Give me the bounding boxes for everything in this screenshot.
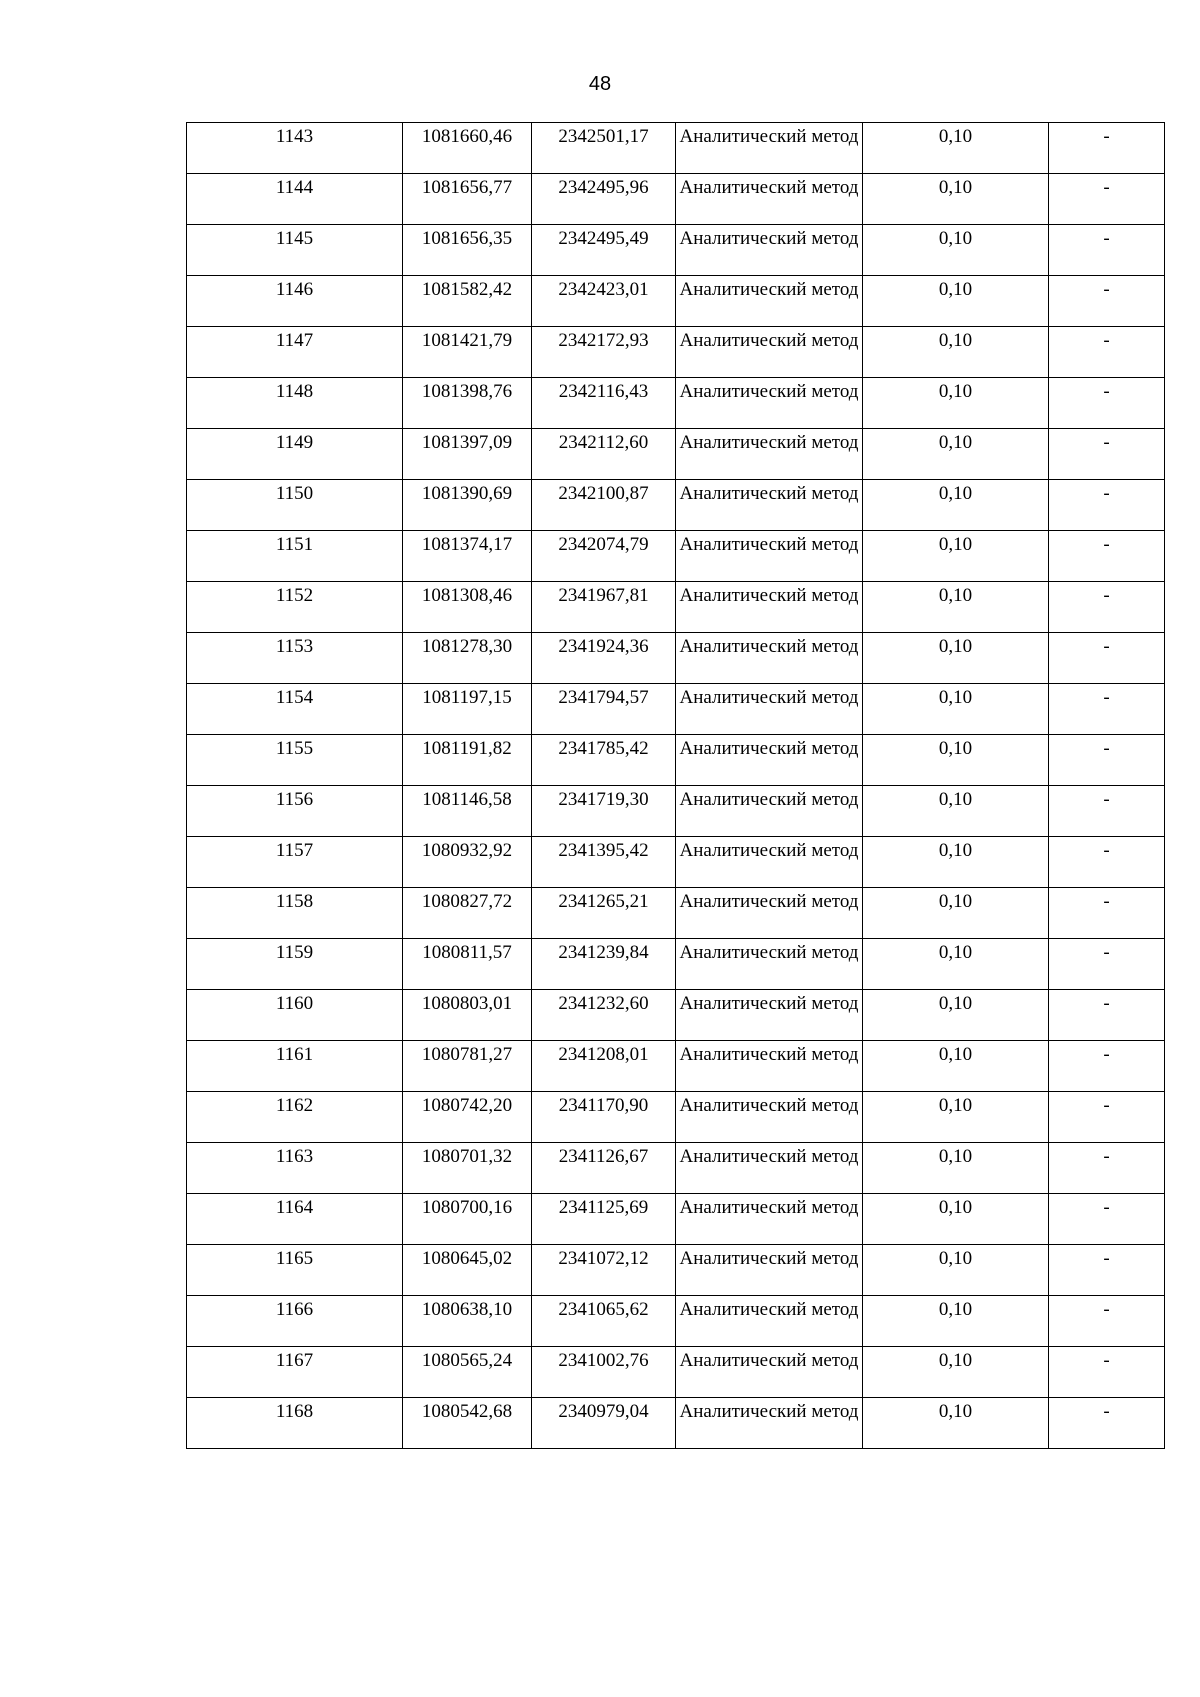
table-row	[187, 684, 1165, 735]
y-coordinate-cell: 2342423,01	[532, 276, 676, 327]
y-coordinate-cell: 2342116,43	[532, 378, 676, 429]
note-cell: -	[1049, 1092, 1165, 1143]
note-cell: -	[1049, 888, 1165, 939]
y-coordinate-cell: 2341002,76	[532, 1347, 676, 1398]
x-coordinate-cell: 1080811,57	[403, 939, 532, 990]
x-coordinate-cell: 1080645,02	[403, 1245, 532, 1296]
point-number-cell: 1160	[187, 990, 403, 1041]
point-number-cell: 1161	[187, 1041, 403, 1092]
note-cell: -	[1049, 837, 1165, 888]
point-number-cell: 1151	[187, 531, 403, 582]
note-cell: -	[1049, 1041, 1165, 1092]
y-coordinate-cell: 2342501,17	[532, 123, 676, 174]
table-row	[187, 429, 1165, 480]
accuracy-cell: 0,10	[863, 1092, 1049, 1143]
y-coordinate-cell: 2341170,90	[532, 1092, 676, 1143]
method-cell: Аналитический метод	[676, 429, 863, 480]
accuracy-cell: 0,10	[863, 378, 1049, 429]
coordinates-table	[186, 122, 1165, 1449]
method-cell: Аналитический метод	[676, 633, 863, 684]
point-number-cell: 1145	[187, 225, 403, 276]
point-number-cell: 1166	[187, 1296, 403, 1347]
y-coordinate-cell: 2341232,60	[532, 990, 676, 1041]
method-cell: Аналитический метод	[676, 1143, 863, 1194]
x-coordinate-cell: 1081582,42	[403, 276, 532, 327]
accuracy-cell: 0,10	[863, 174, 1049, 225]
point-number-cell: 1150	[187, 480, 403, 531]
x-coordinate-cell: 1081398,76	[403, 378, 532, 429]
point-number-cell: 1147	[187, 327, 403, 378]
x-coordinate-cell: 1080781,27	[403, 1041, 532, 1092]
method-cell: Аналитический метод	[676, 276, 863, 327]
accuracy-cell: 0,10	[863, 1347, 1049, 1398]
method-cell: Аналитический метод	[676, 1041, 863, 1092]
table-row	[187, 531, 1165, 582]
accuracy-cell: 0,10	[863, 123, 1049, 174]
y-coordinate-cell: 2341265,21	[532, 888, 676, 939]
method-cell: Аналитический метод	[676, 531, 863, 582]
accuracy-cell: 0,10	[863, 327, 1049, 378]
note-cell: -	[1049, 225, 1165, 276]
accuracy-cell: 0,10	[863, 735, 1049, 786]
x-coordinate-cell: 1081397,09	[403, 429, 532, 480]
accuracy-cell: 0,10	[863, 1143, 1049, 1194]
note-cell: -	[1049, 1398, 1165, 1449]
x-coordinate-cell: 1081191,82	[403, 735, 532, 786]
accuracy-cell: 0,10	[863, 531, 1049, 582]
table-row	[187, 582, 1165, 633]
table-row	[187, 990, 1165, 1041]
table-row	[187, 225, 1165, 276]
note-cell: -	[1049, 123, 1165, 174]
table-row	[187, 480, 1165, 531]
point-number-cell: 1152	[187, 582, 403, 633]
accuracy-cell: 0,10	[863, 1041, 1049, 1092]
method-cell: Аналитический метод	[676, 684, 863, 735]
note-cell: -	[1049, 684, 1165, 735]
method-cell: Аналитический метод	[676, 735, 863, 786]
note-cell: -	[1049, 327, 1165, 378]
table-row	[187, 1194, 1165, 1245]
table-row	[187, 1143, 1165, 1194]
accuracy-cell: 0,10	[863, 276, 1049, 327]
x-coordinate-cell: 1080701,32	[403, 1143, 532, 1194]
point-number-cell: 1143	[187, 123, 403, 174]
note-cell: -	[1049, 174, 1165, 225]
method-cell: Аналитический метод	[676, 378, 863, 429]
method-cell: Аналитический метод	[676, 327, 863, 378]
x-coordinate-cell: 1081146,58	[403, 786, 532, 837]
x-coordinate-cell: 1081656,77	[403, 174, 532, 225]
y-coordinate-cell: 2342074,79	[532, 531, 676, 582]
table-row	[187, 1245, 1165, 1296]
x-coordinate-cell: 1081308,46	[403, 582, 532, 633]
y-coordinate-cell: 2342495,96	[532, 174, 676, 225]
y-coordinate-cell: 2341794,57	[532, 684, 676, 735]
note-cell: -	[1049, 429, 1165, 480]
x-coordinate-cell: 1081421,79	[403, 327, 532, 378]
y-coordinate-cell: 2342172,93	[532, 327, 676, 378]
accuracy-cell: 0,10	[863, 888, 1049, 939]
note-cell: -	[1049, 633, 1165, 684]
accuracy-cell: 0,10	[863, 786, 1049, 837]
point-number-cell: 1154	[187, 684, 403, 735]
method-cell: Аналитический метод	[676, 1245, 863, 1296]
accuracy-cell: 0,10	[863, 939, 1049, 990]
table-row	[187, 1347, 1165, 1398]
point-number-cell: 1168	[187, 1398, 403, 1449]
method-cell: Аналитический метод	[676, 1092, 863, 1143]
method-cell: Аналитический метод	[676, 225, 863, 276]
x-coordinate-cell: 1080700,16	[403, 1194, 532, 1245]
method-cell: Аналитический метод	[676, 1347, 863, 1398]
point-number-cell: 1146	[187, 276, 403, 327]
accuracy-cell: 0,10	[863, 429, 1049, 480]
note-cell: -	[1049, 1347, 1165, 1398]
note-cell: -	[1049, 1296, 1165, 1347]
x-coordinate-cell: 1081656,35	[403, 225, 532, 276]
note-cell: -	[1049, 1194, 1165, 1245]
accuracy-cell: 0,10	[863, 1398, 1049, 1449]
point-number-cell: 1164	[187, 1194, 403, 1245]
method-cell: Аналитический метод	[676, 123, 863, 174]
table-row	[187, 1041, 1165, 1092]
note-cell: -	[1049, 939, 1165, 990]
method-cell: Аналитический метод	[676, 990, 863, 1041]
x-coordinate-cell: 1080638,10	[403, 1296, 532, 1347]
y-coordinate-cell: 2342495,49	[532, 225, 676, 276]
y-coordinate-cell: 2341126,67	[532, 1143, 676, 1194]
table-row	[187, 174, 1165, 225]
table-row	[187, 939, 1165, 990]
table-row	[187, 378, 1165, 429]
y-coordinate-cell: 2341125,69	[532, 1194, 676, 1245]
accuracy-cell: 0,10	[863, 684, 1049, 735]
method-cell: Аналитический метод	[676, 1398, 863, 1449]
y-coordinate-cell: 2341065,62	[532, 1296, 676, 1347]
x-coordinate-cell: 1081278,30	[403, 633, 532, 684]
point-number-cell: 1163	[187, 1143, 403, 1194]
accuracy-cell: 0,10	[863, 225, 1049, 276]
point-number-cell: 1153	[187, 633, 403, 684]
table-row	[187, 633, 1165, 684]
accuracy-cell: 0,10	[863, 990, 1049, 1041]
note-cell: -	[1049, 786, 1165, 837]
x-coordinate-cell: 1080542,68	[403, 1398, 532, 1449]
point-number-cell: 1149	[187, 429, 403, 480]
method-cell: Аналитический метод	[676, 480, 863, 531]
x-coordinate-cell: 1081374,17	[403, 531, 532, 582]
method-cell: Аналитический метод	[676, 837, 863, 888]
y-coordinate-cell: 2342100,87	[532, 480, 676, 531]
accuracy-cell: 0,10	[863, 633, 1049, 684]
accuracy-cell: 0,10	[863, 837, 1049, 888]
point-number-cell: 1156	[187, 786, 403, 837]
y-coordinate-cell: 2341239,84	[532, 939, 676, 990]
table-row	[187, 1092, 1165, 1143]
accuracy-cell: 0,10	[863, 1296, 1049, 1347]
point-number-cell: 1155	[187, 735, 403, 786]
note-cell: -	[1049, 1245, 1165, 1296]
y-coordinate-cell: 2341072,12	[532, 1245, 676, 1296]
table-row	[187, 735, 1165, 786]
method-cell: Аналитический метод	[676, 939, 863, 990]
method-cell: Аналитический метод	[676, 786, 863, 837]
point-number-cell: 1148	[187, 378, 403, 429]
point-number-cell: 1159	[187, 939, 403, 990]
note-cell: -	[1049, 378, 1165, 429]
table-row	[187, 276, 1165, 327]
x-coordinate-cell: 1080932,92	[403, 837, 532, 888]
point-number-cell: 1158	[187, 888, 403, 939]
y-coordinate-cell: 2341924,36	[532, 633, 676, 684]
point-number-cell: 1165	[187, 1245, 403, 1296]
method-cell: Аналитический метод	[676, 888, 863, 939]
y-coordinate-cell: 2341208,01	[532, 1041, 676, 1092]
x-coordinate-cell: 1081197,15	[403, 684, 532, 735]
page-number: 48	[588, 73, 612, 95]
note-cell: -	[1049, 531, 1165, 582]
table-row	[187, 786, 1165, 837]
table-row	[187, 327, 1165, 378]
note-cell: -	[1049, 276, 1165, 327]
method-cell: Аналитический метод	[676, 1194, 863, 1245]
accuracy-cell: 0,10	[863, 480, 1049, 531]
y-coordinate-cell: 2341395,42	[532, 837, 676, 888]
note-cell: -	[1049, 582, 1165, 633]
y-coordinate-cell: 2341719,30	[532, 786, 676, 837]
note-cell: -	[1049, 480, 1165, 531]
table-row	[187, 1398, 1165, 1449]
x-coordinate-cell: 1081660,46	[403, 123, 532, 174]
point-number-cell: 1157	[187, 837, 403, 888]
x-coordinate-cell: 1080827,72	[403, 888, 532, 939]
note-cell: -	[1049, 990, 1165, 1041]
table-row	[187, 837, 1165, 888]
accuracy-cell: 0,10	[863, 582, 1049, 633]
x-coordinate-cell: 1081390,69	[403, 480, 532, 531]
y-coordinate-cell: 2341785,42	[532, 735, 676, 786]
method-cell: Аналитический метод	[676, 174, 863, 225]
point-number-cell: 1144	[187, 174, 403, 225]
method-cell: Аналитический метод	[676, 1296, 863, 1347]
table-row	[187, 1296, 1165, 1347]
method-cell: Аналитический метод	[676, 582, 863, 633]
y-coordinate-cell: 2341967,81	[532, 582, 676, 633]
x-coordinate-cell: 1080565,24	[403, 1347, 532, 1398]
x-coordinate-cell: 1080742,20	[403, 1092, 532, 1143]
note-cell: -	[1049, 1143, 1165, 1194]
y-coordinate-cell: 2342112,60	[532, 429, 676, 480]
point-number-cell: 1162	[187, 1092, 403, 1143]
accuracy-cell: 0,10	[863, 1245, 1049, 1296]
accuracy-cell: 0,10	[863, 1194, 1049, 1245]
y-coordinate-cell: 2340979,04	[532, 1398, 676, 1449]
note-cell: -	[1049, 735, 1165, 786]
table-row	[187, 123, 1165, 174]
coordinates-table-body	[187, 123, 1165, 1449]
table-row	[187, 888, 1165, 939]
x-coordinate-cell: 1080803,01	[403, 990, 532, 1041]
point-number-cell: 1167	[187, 1347, 403, 1398]
